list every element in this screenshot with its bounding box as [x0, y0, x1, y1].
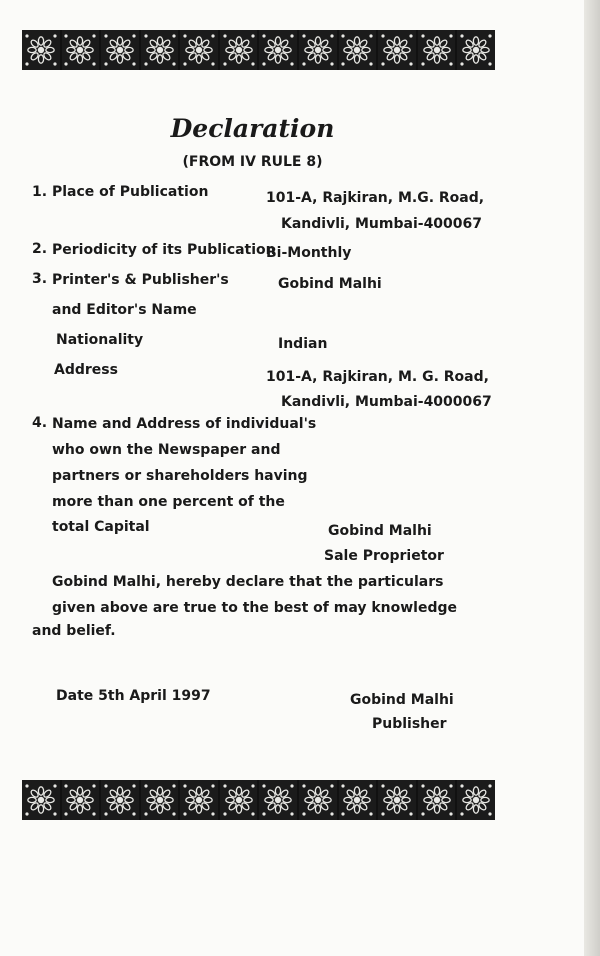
floral-rosette-icon: [180, 30, 218, 70]
floral-rosette-icon: [378, 780, 416, 820]
floral-rosette-icon: [418, 780, 456, 820]
floral-rosette-icon: [418, 30, 456, 70]
floral-rosette-icon: [299, 780, 337, 820]
floral-rosette-icon: [457, 30, 495, 70]
item-4-value-name: Gobind Malhi: [328, 523, 432, 539]
floral-rosette-icon: [141, 30, 179, 70]
bottom-ornamental-border: [22, 780, 495, 820]
floral-rosette-icon: [141, 780, 179, 820]
floral-rosette-icon: [22, 30, 60, 70]
floral-rosette-icon: [339, 780, 377, 820]
item-3-nationality-value: Indian: [278, 336, 328, 352]
page-edge-shadow: [584, 0, 600, 956]
item-1-number: 1.: [32, 184, 48, 200]
floral-rosette-icon: [378, 30, 416, 70]
item-3-address-label: Address: [54, 362, 118, 378]
declaration-line2: given above are true to the best of may knowledge: [52, 600, 457, 616]
item-2-number: 2.: [32, 241, 48, 257]
floral-rosette-icon: [101, 780, 139, 820]
item-4-label-line3: partners or shareholders having: [52, 468, 308, 484]
item-4-label-line5: total Capital: [52, 519, 150, 535]
item-1-value-line1: 101-A, Rajkiran, M.G. Road,: [266, 190, 485, 206]
item-4-label-line2: who own the Newspaper and: [52, 442, 281, 458]
signatory-role: Publisher: [372, 716, 447, 732]
page-title: Declaration: [170, 114, 335, 143]
floral-rosette-icon: [220, 30, 258, 70]
item-3-label-line2: and Editor's Name: [52, 302, 197, 318]
floral-rosette-icon: [22, 780, 60, 820]
item-1-label: Place of Publication: [52, 184, 209, 200]
page-subtitle: (FROM IV RULE 8): [182, 154, 323, 170]
floral-rosette-icon: [101, 30, 139, 70]
top-ornamental-border: [22, 30, 495, 70]
floral-rosette-icon: [259, 780, 297, 820]
item-2-label: Periodicity of its Publication: [52, 242, 276, 258]
item-1-value-line2: Kandivli, Mumbai-400067: [281, 216, 483, 232]
item-4-number: 4.: [32, 415, 48, 431]
item-3-nationality-label: Nationality: [56, 332, 144, 348]
floral-rosette-icon: [220, 780, 258, 820]
item-2-value: Bi-Monthly: [266, 245, 352, 261]
floral-rosette-icon: [457, 780, 495, 820]
declaration-line1: Gobind Malhi, hereby declare that the particulars: [52, 574, 444, 590]
item-4-value-role: Sale Proprietor: [324, 548, 444, 564]
floral-rosette-icon: [62, 780, 100, 820]
item-4-label-line4: more than one percent of the: [52, 494, 285, 510]
declaration-date: Date 5th April 1997: [56, 688, 211, 704]
floral-rosette-icon: [339, 30, 377, 70]
declaration-line3: and belief.: [32, 623, 116, 639]
item-4-label-line1: Name and Address of individual's: [52, 416, 317, 432]
signatory-name: Gobind Malhi: [350, 692, 454, 708]
floral-rosette-icon: [62, 30, 100, 70]
item-3-label-line1: Printer's & Publisher's: [52, 272, 229, 288]
item-3-address-line2: Kandivli, Mumbai-4000067: [281, 394, 492, 410]
floral-rosette-icon: [299, 30, 337, 70]
floral-rosette-icon: [259, 30, 297, 70]
item-3-number: 3.: [32, 271, 48, 287]
floral-rosette-icon: [180, 780, 218, 820]
item-3-value: Gobind Malhi: [278, 276, 382, 292]
item-3-address-line1: 101-A, Rajkiran, M. G. Road,: [266, 369, 489, 385]
